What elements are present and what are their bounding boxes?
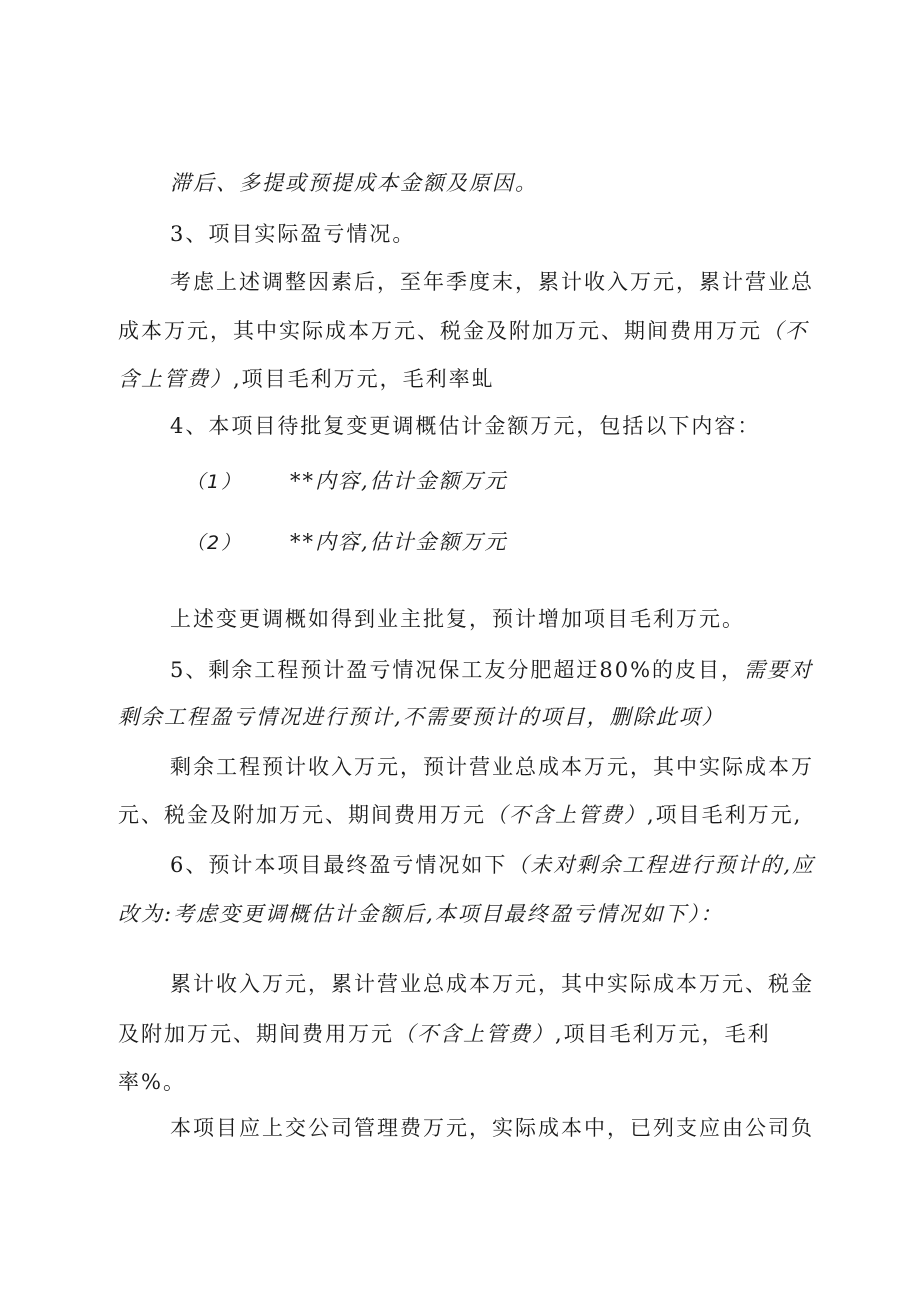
text-line <box>170 655 813 685</box>
text-span: 上述变更调概如得到业主批复，预计增加项目毛利万元。 <box>170 607 745 631</box>
text-line <box>170 850 815 880</box>
text-span: 含上管费） <box>118 367 233 391</box>
text-span: 剩余工程预计收入万元，预计营业总成本万元，其中实际成本万 <box>170 755 814 779</box>
text-span: （不 <box>762 319 808 343</box>
text-span: 元、税金及附加万元、期间费用万元 <box>118 803 486 827</box>
text-span: 改为:考虑变更调概估计金额后,本项目最终盈亏情况如下）： <box>118 902 724 926</box>
text-span: 本项目应上交公司管理费万元，实际成本中，已列支应由公司负 <box>170 1116 814 1140</box>
text-span: **内容,估计金额万元 <box>290 469 508 493</box>
text-line <box>118 800 802 830</box>
list-marker: （1） <box>186 471 243 493</box>
text-line <box>170 411 760 441</box>
list-item <box>186 466 508 497</box>
text-span: （未对剩余工程进行预计的,应 <box>507 853 816 877</box>
text-line <box>118 1067 186 1097</box>
text-span: 剩余工程盈亏情况进行预计,不需要预计的项目，删除此项） <box>118 705 725 729</box>
text-line <box>118 364 495 394</box>
text-span: ,项目毛利万元, <box>647 803 803 827</box>
text-span: 5、剩余工程预计盈亏情况保工友分肥超迂80%的皮目， <box>170 658 745 682</box>
text-line <box>118 899 723 929</box>
text-span: 累计收入万元，累计营业总成本万元，其中实际成本万元、税金 <box>170 972 814 996</box>
text-line <box>170 1113 814 1143</box>
text-span: 及附加万元、期间费用万元 <box>118 1022 394 1046</box>
text-span: ,项目毛利万元，毛利 <box>555 1022 771 1046</box>
text-span: 滞后、多提或预提成本金额及原因。 <box>170 171 538 195</box>
text-line <box>170 168 538 198</box>
text-span: ,项目毛利万元，毛利率虬 <box>233 367 495 391</box>
text-span: 4、本项目待批复变更调概估计金额万元，包括以下内容： <box>170 414 761 438</box>
text-line <box>118 702 725 732</box>
text-span: 率%。 <box>118 1070 186 1094</box>
text-span: 成本万元，其中实际成本万元、税金及附加万元、期间费用万元 <box>118 319 762 343</box>
text-line <box>118 316 808 346</box>
text-line <box>170 969 814 999</box>
text-line <box>170 752 814 782</box>
text-span: 3、项目实际盈亏情况。 <box>170 222 416 246</box>
text-span: （不含上管费） <box>486 803 647 827</box>
list-item <box>186 527 508 558</box>
list-marker: （2） <box>186 532 243 554</box>
text-span: 考虑上述调整因素后，至年季度末，累计收入万元，累计营业总 <box>170 270 814 294</box>
text-span: 6、预计本项目最终盈亏情况如下 <box>170 853 508 877</box>
text-span: 需要对 <box>744 658 814 682</box>
text-span: （不含上管费） <box>394 1022 555 1046</box>
text-line <box>170 219 415 249</box>
text-line <box>118 1019 771 1049</box>
text-line <box>170 267 814 297</box>
text-line <box>170 604 745 634</box>
text-span: **内容,估计金额万元 <box>290 530 508 554</box>
